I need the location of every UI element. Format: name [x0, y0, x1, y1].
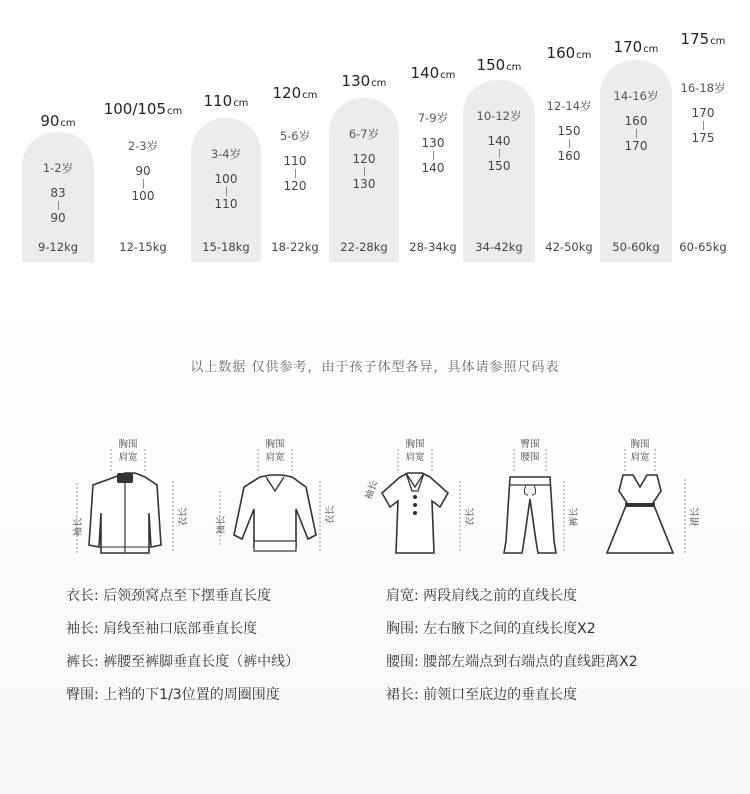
jacket-label-top2: 肩宽 [118, 452, 138, 463]
dress-label-top1: 胸围 [630, 439, 650, 450]
size-weight: 15-18kg [202, 240, 250, 254]
size-weight: 18-22kg [271, 240, 319, 254]
size-range-divider [295, 169, 296, 178]
size-age: 2-3岁 [127, 139, 159, 153]
size-height [100, 100, 186, 118]
size-height [329, 72, 399, 90]
size-height [536, 44, 602, 62]
sweater-label-left: 袖长 [216, 515, 227, 535]
size-range-high: 175 [691, 131, 715, 145]
size-column [536, 0, 602, 262]
definition-item: 衣长: 后领颈窝点至下摆垂直长度 [66, 588, 272, 604]
size-age: 1-2岁 [42, 161, 74, 175]
dress-label-right: 裙长 [690, 507, 701, 527]
sweater-label-right: 衣长 [325, 505, 336, 525]
size-height-range [600, 114, 672, 153]
size-height-value: 175 [680, 30, 710, 48]
size-range-low: 90 [135, 164, 151, 178]
size-range-high: 100 [131, 189, 155, 203]
size-range-high: 130 [352, 177, 376, 191]
definition-item: 肩宽: 两段肩线之前的直线长度 [386, 588, 578, 604]
size-range-low: 100 [214, 172, 238, 186]
size-range-low: 83 [50, 186, 66, 200]
jacket-icon [65, 435, 189, 565]
size-column [191, 0, 261, 262]
size-height [22, 112, 94, 130]
size-height-range [191, 172, 261, 211]
size-range-divider [226, 187, 227, 196]
size-height-range [264, 154, 326, 193]
size-range-high: 90 [50, 211, 66, 225]
pants-icon [482, 435, 592, 565]
polo-icon [352, 435, 476, 565]
size-weight: 50-60kg [612, 240, 660, 254]
disclaimer-note: 以上数据 仅供参考，由于孩子体型各异，具体请参照尺码表 [190, 360, 560, 375]
size-age: 12-14岁 [546, 99, 592, 113]
size-range-divider [499, 149, 500, 158]
size-range-low: 170 [691, 106, 715, 120]
size-column [329, 0, 399, 262]
size-height-value: 140 [410, 64, 440, 82]
pants-label-right: 裤长 [569, 507, 580, 527]
size-weight: 42-50kg [545, 240, 593, 254]
jacket-label-right: 衣长 [178, 507, 189, 527]
size-age: 10-12岁 [476, 109, 522, 123]
sweater-label-top1: 胸围 [265, 439, 285, 450]
size-height [600, 38, 672, 56]
size-weight: 22-28kg [340, 240, 388, 254]
size-range-low: 120 [352, 152, 376, 166]
size-height-unit: cm [643, 44, 659, 55]
size-height [463, 56, 535, 74]
size-height [400, 64, 466, 82]
pants-label-top2: 腰围 [520, 452, 540, 463]
size-column [264, 0, 326, 262]
polo-label-left: 袖长 [363, 479, 381, 501]
size-range-divider [364, 167, 365, 176]
dress-label-top2: 肩宽 [630, 452, 650, 463]
size-age: 5-6岁 [279, 129, 311, 143]
size-range-low: 110 [283, 154, 307, 168]
size-height [191, 92, 261, 110]
size-range-divider [569, 139, 570, 148]
sweater-label-top2: 肩宽 [265, 452, 285, 463]
size-range-low: 140 [487, 134, 511, 148]
pants-label-top1: 臀围 [520, 439, 540, 450]
size-height-unit: cm [302, 90, 318, 101]
size-range-divider [636, 129, 637, 138]
size-height-unit: cm [371, 78, 387, 89]
size-weight: 34-42kg [475, 240, 523, 254]
size-chart [0, 0, 750, 270]
size-weight: 60-65kg [679, 240, 727, 254]
size-height-range [463, 134, 535, 173]
garment-icons [0, 435, 750, 565]
size-weight: 9-12kg [37, 240, 79, 254]
definition-item: 裙长: 前领口至底边的垂直长度 [386, 687, 578, 703]
size-range-high: 110 [214, 197, 238, 211]
size-height-value: 160 [546, 44, 576, 62]
size-height-unit: cm [233, 98, 249, 109]
size-range-divider [143, 179, 144, 188]
size-height-unit: cm [440, 70, 456, 81]
size-range-high: 160 [557, 149, 581, 163]
size-range-high: 120 [283, 179, 307, 193]
size-height-range [400, 136, 466, 175]
size-height-unit: cm [167, 106, 183, 117]
size-height-range [676, 106, 730, 145]
size-height-unit: cm [710, 36, 726, 47]
size-column [463, 0, 535, 262]
size-range-low: 150 [557, 124, 581, 138]
size-height-value: 170 [613, 38, 643, 56]
definition-item: 裤长: 裤腰至裤脚垂直长度（裤中线） [66, 654, 300, 670]
size-height-value: 100/105 [103, 100, 167, 118]
size-range-divider [58, 201, 59, 210]
jacket-label-left: 袖长 [73, 517, 84, 537]
size-age: 6-7岁 [348, 127, 380, 141]
polo-label-right: 衣长 [465, 507, 476, 527]
size-height-range [536, 124, 602, 163]
size-range-divider [433, 151, 434, 160]
sweater-icon [212, 435, 336, 565]
size-height-range [329, 152, 399, 191]
size-range-high: 140 [421, 161, 445, 175]
size-column [400, 0, 466, 262]
jacket-label-top1: 胸围 [118, 439, 138, 450]
size-range-high: 150 [487, 159, 511, 173]
size-height-value: 90 [40, 112, 60, 130]
size-height-range [22, 186, 94, 225]
size-weight: 12-15kg [119, 240, 167, 254]
size-height [264, 84, 326, 102]
size-height-unit: cm [60, 118, 76, 129]
size-range-low: 160 [624, 114, 648, 128]
size-age: 7-9岁 [417, 111, 449, 125]
size-height-unit: cm [576, 50, 592, 61]
polo-label-top1: 胸围 [405, 439, 425, 450]
size-weight: 28-34kg [409, 240, 457, 254]
size-height-value: 150 [476, 56, 506, 74]
dress-icon [595, 435, 705, 565]
size-height-unit: cm [506, 62, 522, 73]
size-age: 3-4岁 [210, 147, 242, 161]
definition-item: 袖长: 肩线至袖口底部垂直长度 [66, 621, 258, 637]
size-height-value: 110 [203, 92, 233, 110]
definition-item: 臀围: 上裆的下1/3位置的周圈围度 [66, 687, 280, 703]
size-height-value: 120 [272, 84, 302, 102]
size-height-range [100, 164, 186, 203]
size-column [676, 0, 730, 262]
size-column [100, 0, 186, 262]
size-height-value: 130 [341, 72, 371, 90]
size-column [600, 0, 672, 262]
polo-label-top2: 肩宽 [405, 452, 425, 463]
size-range-low: 130 [421, 136, 445, 150]
size-column [22, 0, 94, 262]
size-range-high: 170 [624, 139, 648, 153]
size-age: 14-16岁 [613, 89, 659, 103]
definition-item: 腰围: 腰部左端点到右端点的直线距离X2 [386, 654, 638, 670]
size-age: 16-18岁 [680, 81, 726, 95]
size-range-divider [703, 121, 704, 130]
definition-item: 胸围: 左右腋下之间的直线长度X2 [386, 621, 596, 637]
size-height [676, 30, 730, 48]
